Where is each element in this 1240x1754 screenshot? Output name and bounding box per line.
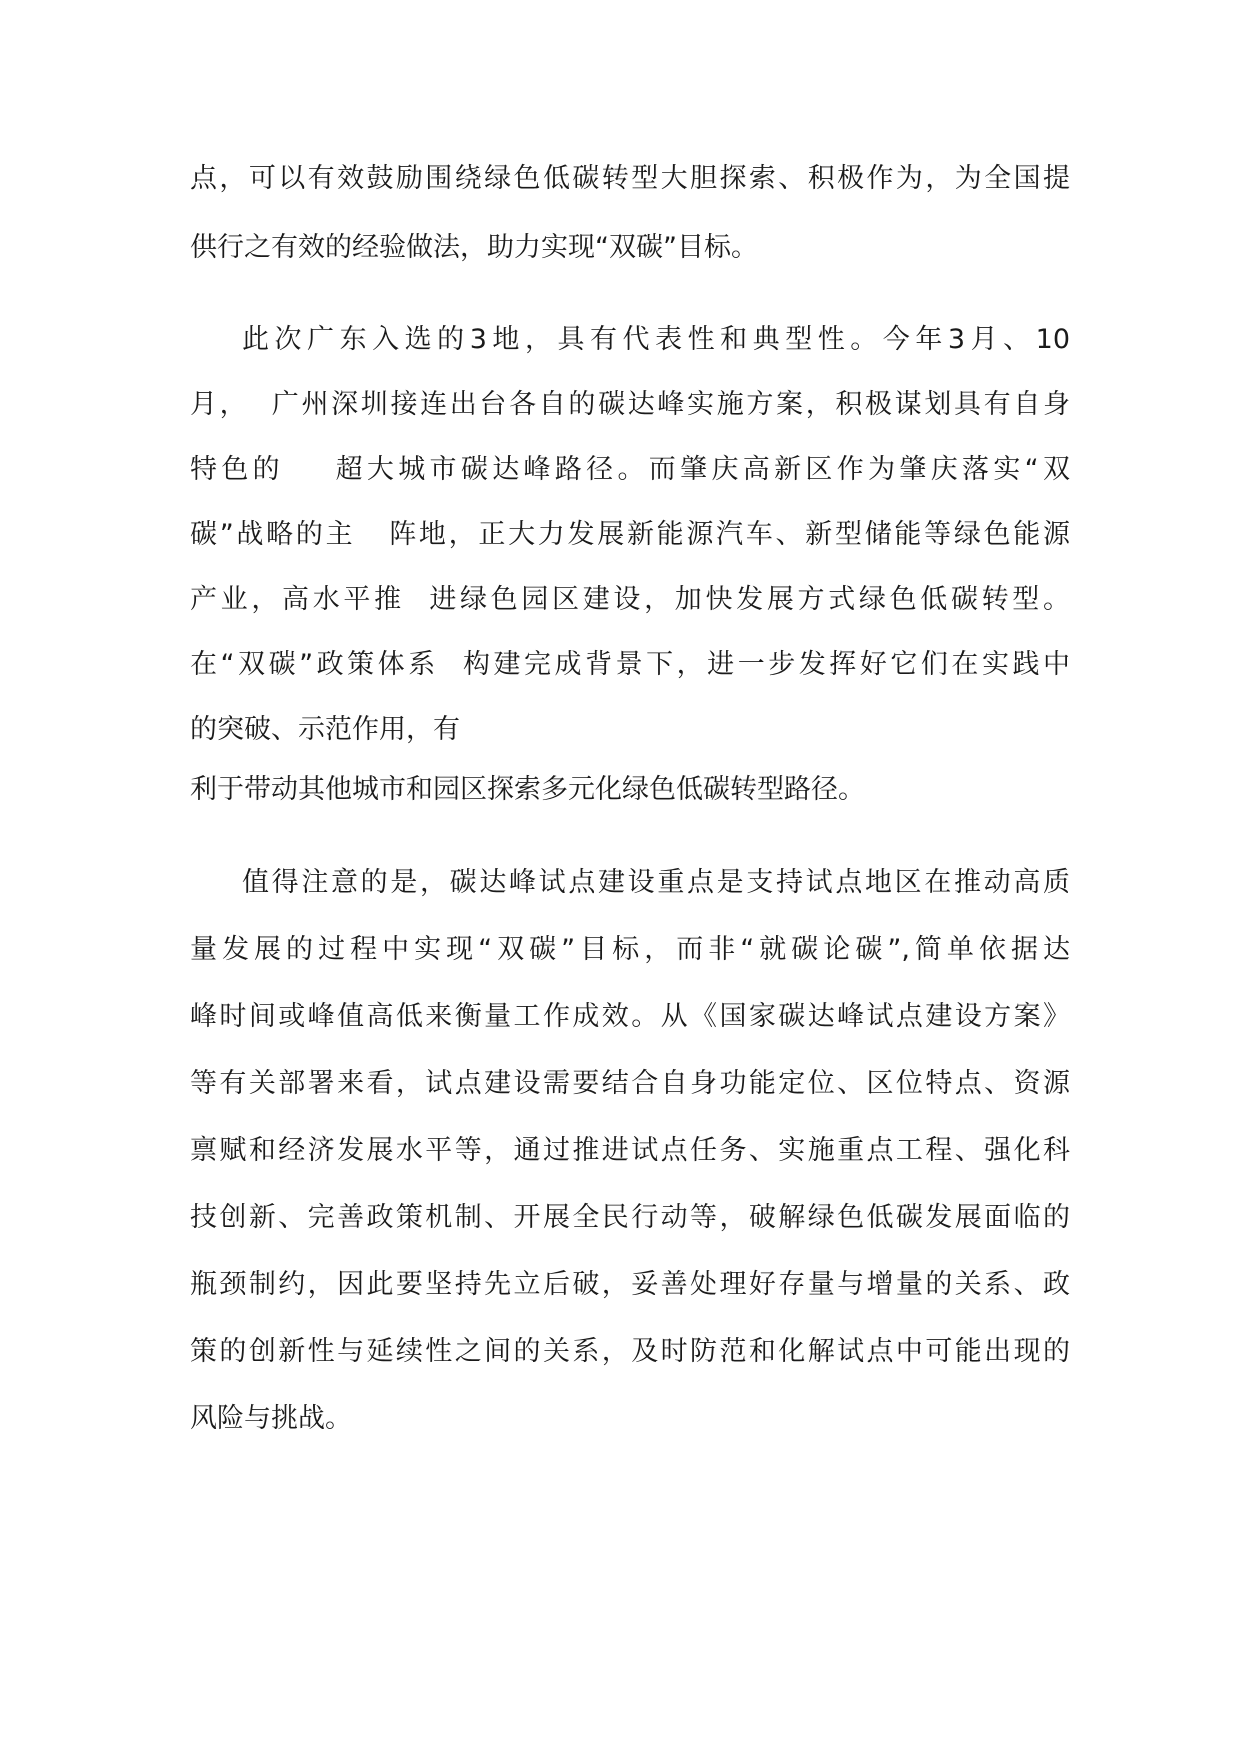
paragraph-2-line-3: 特色的 超大城市碳达峰路径。而肇庆高新区作为肇庆落实“双	[190, 454, 1070, 485]
paragraph-3-line-6: 技创新、完善政策机制、开展全民行动等，破解绿色低碳发展面临的	[190, 1202, 1070, 1233]
paragraph-3-line-5: 禀赋和经济发展水平等，通过推进试点任务、实施重点工程、强化科	[190, 1135, 1070, 1166]
paragraph-3-line-9: 风险与挑战。	[190, 1403, 352, 1434]
paragraph-2-line-5: 产业，高水平推 进绿色园区建设，加快发展方式绿色低碳转型。	[190, 584, 1070, 615]
paragraph-3-line-4: 等有关部署来看，试点建设需要结合自身功能定位、区位特点、资源	[190, 1068, 1070, 1099]
paragraph-2-line-2: 月， 广州深圳接连出台各自的碳达峰实施方案，积极谋划具有自身	[190, 389, 1070, 420]
paragraph-2-line-8: 利于带动其他城市和园区探索多元化绿色低碳转型路径。	[190, 774, 865, 805]
paragraph-1-line-2: 供行之有效的经验做法，助力实现“双碳”目标。	[190, 232, 758, 263]
paragraph-3-line-3: 峰时间或峰值高低来衡量工作成效。从《国家碳达峰试点建设方案》	[190, 1001, 1070, 1032]
paragraph-3-line-1: 值得注意的是，碳达峰试点建设重点是支持试点地区在推动高质	[242, 867, 1070, 898]
paragraph-2-line-6: 在“双碳”政策体系 构建完成背景下，进一步发挥好它们在实践中	[190, 649, 1070, 680]
paragraph-1-line-1: 点，可以有效鼓励围绕绿色低碳转型大胆探索、积极作为，为全国提	[190, 163, 1070, 194]
paragraph-3-line-7: 瓶颈制约，因此要坚持先立后破，妥善处理好存量与增量的关系、政	[190, 1269, 1070, 1300]
paragraph-2-line-4: 碳”战略的主 阵地，正大力发展新能源汽车、新型储能等绿色能源	[190, 519, 1070, 550]
paragraph-3-line-8: 策的创新性与延续性之间的关系，及时防范和化解试点中可能出现的	[190, 1336, 1070, 1367]
paragraph-2-line-7: 的突破、示范作用，有	[190, 714, 460, 745]
paragraph-3-line-2: 量发展的过程中实现“双碳”目标，而非“就碳论碳”,简单依据达	[190, 934, 1070, 965]
paragraph-2-line-1: 此次广东入选的3地，具有代表性和典型性。今年3月、10	[242, 324, 1070, 355]
